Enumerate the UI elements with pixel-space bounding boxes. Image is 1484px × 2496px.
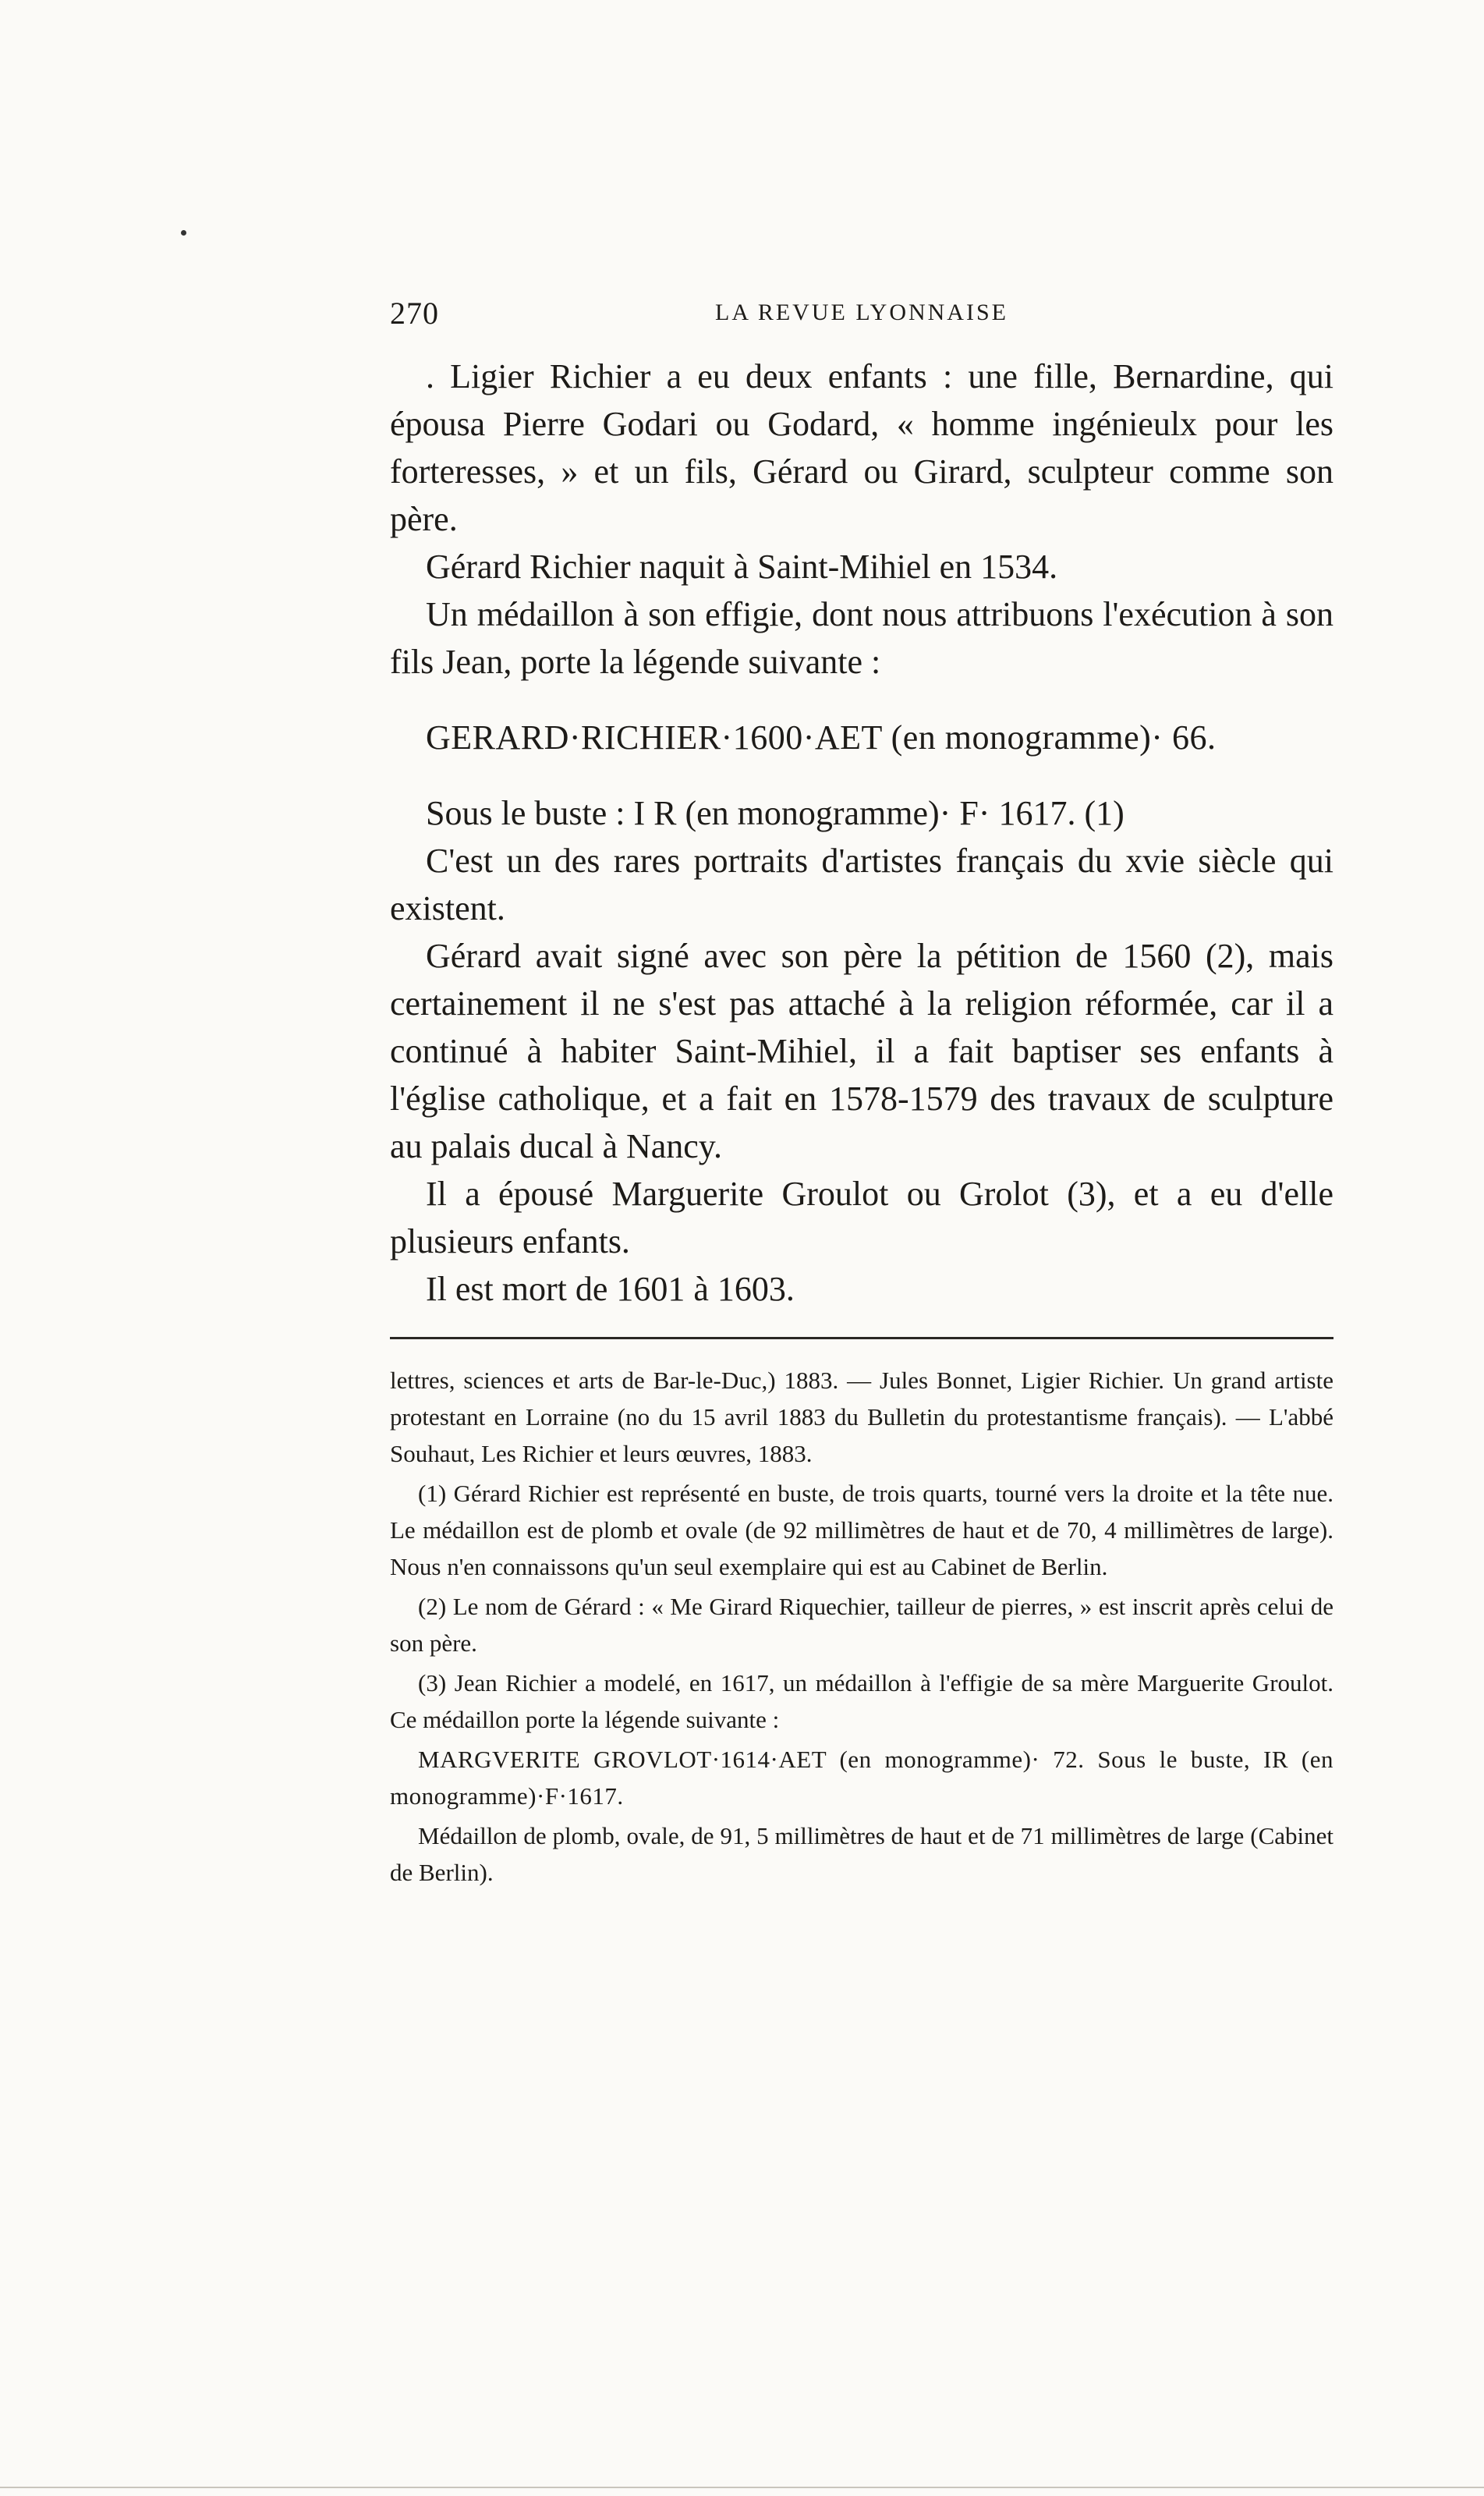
paragraph: Gérard avait signé avec son père la pétition de 1560 (2), mais certainement il ne s'est pas attaché à la religion réformée, car il a continué à habiter Saint-Mihiel, il a fait baptiser ses enfants à l'église catholique, et a fait en 1578-1579 des travaux de sculpture au palais ducal à Nancy.	[390, 937, 1333, 1165]
footnote-2: (2) Le nom de Gérard : « Me Girard Riquechier, tailleur de pierres, » est inscrit après celui de son père.	[390, 1593, 1333, 1657]
footnote-3: (3) Jean Richier a modelé, en 1617, un médaillon à l'effigie de sa mère Marguerite Groulot. Ce médaillon porte la légende suivante :	[390, 1669, 1333, 1733]
paragraph: Il est mort de 1601 à 1603.	[426, 1270, 795, 1308]
footnote-3-description: Médaillon de plomb, ovale, de 91, 5 millimètres de haut et de 71 millimètres de large (Cabinet de Berlin).	[390, 1822, 1333, 1886]
body-text	[390, 353, 1333, 1313]
paragraph: Sous le buste : I R (en monogramme)· F· 1617. (1)	[426, 794, 1125, 832]
footnote-3-legend: MARGVERITE GROVLOT·1614·AET (en monogramme)· 72. Sous le buste, IR (en monogramme)·F·1617.	[390, 1746, 1333, 1810]
page-bottom-edge	[0, 2487, 1484, 2488]
stray-mark	[181, 230, 186, 236]
footnote-continuation: lettres, sciences et arts de Bar-le-Duc,) 1883. — Jules Bonnet, Ligier Richier. Un grand artiste protestant en Lorraine (no du 15 avril 1883 du Bulletin du protestantisme français). — L'abbé Souhaut, Les Richier et leurs œuvres, 1883.	[390, 1367, 1333, 1467]
paragraph: Gérard Richier naquit à Saint-Mihiel en 1534.	[426, 548, 1058, 586]
page-number: 270	[390, 296, 439, 331]
paragraph: . Ligier Richier a eu deux enfants : une fille, Bernardine, qui épousa Pierre Godari ou Godard, « homme ingénieulx pour les forteresses, » et un fils, Gérard ou Girard, sculpteur comme son père.	[390, 357, 1333, 538]
footnote-separator	[390, 1337, 1333, 1339]
paragraph: Un médaillon à son effigie, dont nous attribuons l'exécution à son fils Jean, porte la légende suivante :	[390, 595, 1333, 681]
footnotes	[390, 1362, 1333, 1894]
footnote-1: (1) Gérard Richier est représenté en buste, de trois quarts, tourné vers la droite et la tête nue. Le médaillon est de plomb et ovale (de 92 millimètres de haut et de 70, 4 millimètres de large). Nous n'en connaissons qu'un seul exemplaire qui est au Cabinet de Berlin.	[390, 1480, 1333, 1580]
page-header	[390, 295, 1333, 342]
paragraph: C'est un des rares portraits d'artistes français du xvie siècle qui existent.	[390, 842, 1333, 927]
running-title: LA REVUE LYONNAISE	[715, 300, 1008, 325]
paragraph: Il a épousé Marguerite Groulot ou Grolot (3), et a eu d'elle plusieurs enfants.	[390, 1175, 1333, 1260]
medallion-legend: GERARD·RICHIER·1600·AET (en monogramme)· 66.	[426, 718, 1217, 757]
